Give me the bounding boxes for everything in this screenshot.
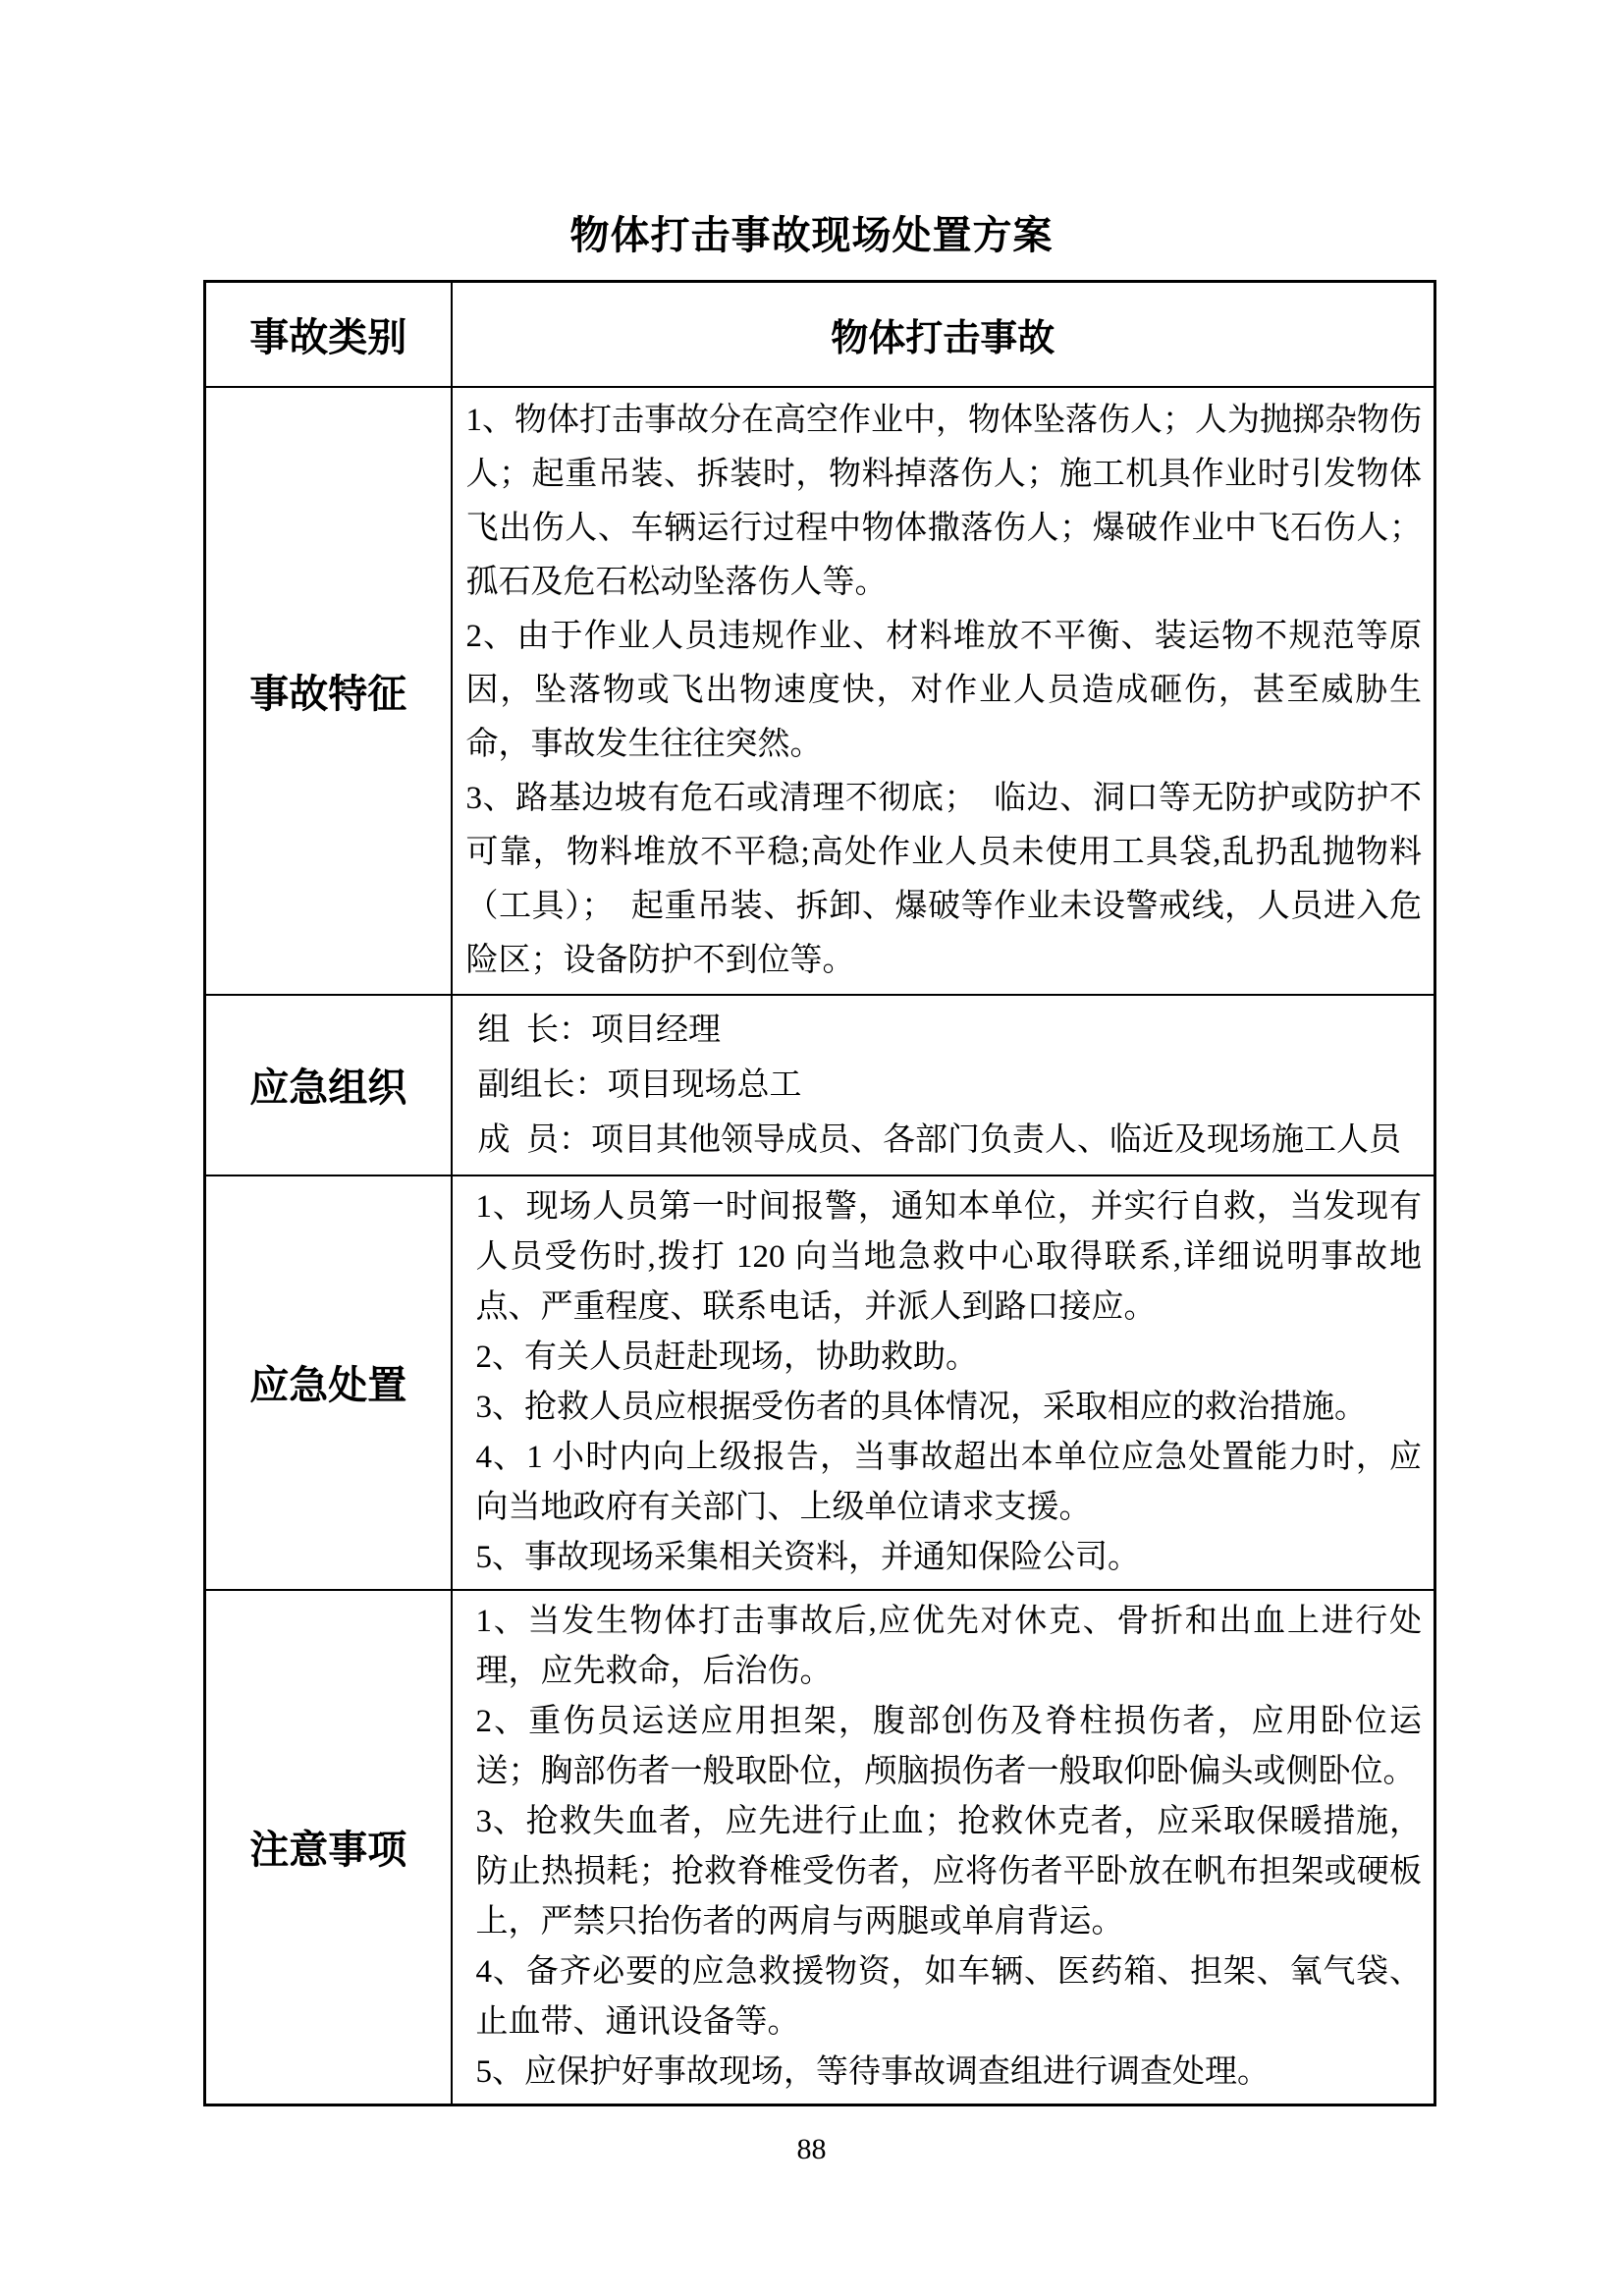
- precaution-paragraph: 4、备齐必要的应急救援物资，如车辆、医药箱、担架、氧气袋、止血带、通讯设备等。: [475, 1953, 1422, 2040]
- accident-features-label: 事故特征: [205, 387, 452, 995]
- emergency-response-paragraph: 1、现场人员第一时间报警，通知本单位，并实行自救，当发现有人员受伤时,拨打 120 向当地急救中心取得联系,详细说明事故地点、严重程度、联系电话，并派人到路口接应。: [475, 1188, 1422, 1325]
- emergency-plan-table: [203, 280, 1436, 2106]
- accident-category-value: 物体打击事故: [452, 282, 1435, 387]
- emergency-response-content: [452, 1175, 1435, 1590]
- table-row-emergency-organization: [205, 995, 1435, 1175]
- emergency-response-label: 应急处置: [205, 1175, 452, 1590]
- table-row-accident-features: [205, 387, 1435, 995]
- precautions-label: 注意事项: [205, 1590, 452, 2105]
- table-row-precautions: [205, 1590, 1435, 2105]
- emergency-response-paragraph: 2、有关人员赶赴现场，协助救助。: [475, 1339, 978, 1375]
- accident-feature-paragraph: 2、由于作业人员违规作业、材料堆放不平衡、装运物不规范等原因，坠落物或飞出物速度快，对作业人员造成砸伤，甚至威胁生命，事故发生往往突然。: [465, 618, 1422, 762]
- precaution-paragraph: 2、重伤员运送应用担架，腹部创伤及脊柱损伤者，应用卧位运送；胸部伤者一般取卧位，颅脑损伤者一般取仰卧偏头或侧卧位。: [475, 1703, 1422, 1789]
- precaution-paragraph: 3、抢救失血者，应先进行止血；抢救休克者，应采取保暖措施，防止热损耗；抢救脊椎受伤者，应将伤者平卧放在帆布担架或硬板上，严禁只抬伤者的两肩与两腿或单肩背运。: [475, 1803, 1422, 1940]
- emergency-organization-label: 应急组织: [205, 995, 452, 1175]
- table-row-accident-category: [205, 282, 1435, 387]
- accident-feature-paragraph: 3、路基边坡有危石或清理不彻底； 临边、洞口等无防护或防护不可靠，物料堆放不平稳;高处作业人员未使用工具袋,乱扔乱抛物料（工具）； 起重吊装、拆卸、爆破等作业未设警戒线，人员进入危险区；设备防护不到位等。: [465, 780, 1422, 978]
- page-number: 88: [796, 2133, 827, 2165]
- organization-line: 副组长：项目现场总工: [477, 1066, 802, 1103]
- precautions-content: [452, 1590, 1435, 2105]
- precaution-paragraph: 1、当发生物体打击事故后,应优先对休克、骨折和出血上进行处理，应先救命，后治伤。: [475, 1603, 1422, 1689]
- organization-line: 组 长：项目经理: [477, 1011, 721, 1048]
- accident-category-label: 事故类别: [205, 282, 452, 387]
- precaution-paragraph: 5、应保护好事故现场，等待事故调查组进行调查处理。: [475, 2053, 1270, 2090]
- emergency-response-paragraph: 5、事故现场采集相关资料，并通知保险公司。: [475, 1539, 1140, 1575]
- document-title: 物体打击事故现场处置方案: [569, 213, 1054, 257]
- emergency-organization-content: [452, 995, 1435, 1175]
- emergency-response-paragraph: 3、抢救人员应根据受伤者的具体情况，采取相应的救治措施。: [475, 1389, 1367, 1425]
- table-row-emergency-response: [205, 1175, 1435, 1590]
- accident-feature-paragraph: 1、物体打击事故分在高空作业中，物体坠落伤人；人为抛掷杂物伤人；起重吊装、拆装时，物料掉落伤人；施工机具作业时引发物体飞出伤人、车辆运行过程中物体撒落伤人；爆破作业中飞石伤人；孤石及危石松动坠落伤人等。: [465, 402, 1422, 600]
- organization-line: 成 员：项目其他领导成员、各部门负责人、临近及现场施工人员: [477, 1121, 1401, 1158]
- accident-features-content: [452, 387, 1435, 995]
- emergency-response-paragraph: 4、1 小时内向上级报告，当事故超出本单位应急处置能力时，应向当地政府有关部门、上级单位请求支援。: [475, 1439, 1422, 1525]
